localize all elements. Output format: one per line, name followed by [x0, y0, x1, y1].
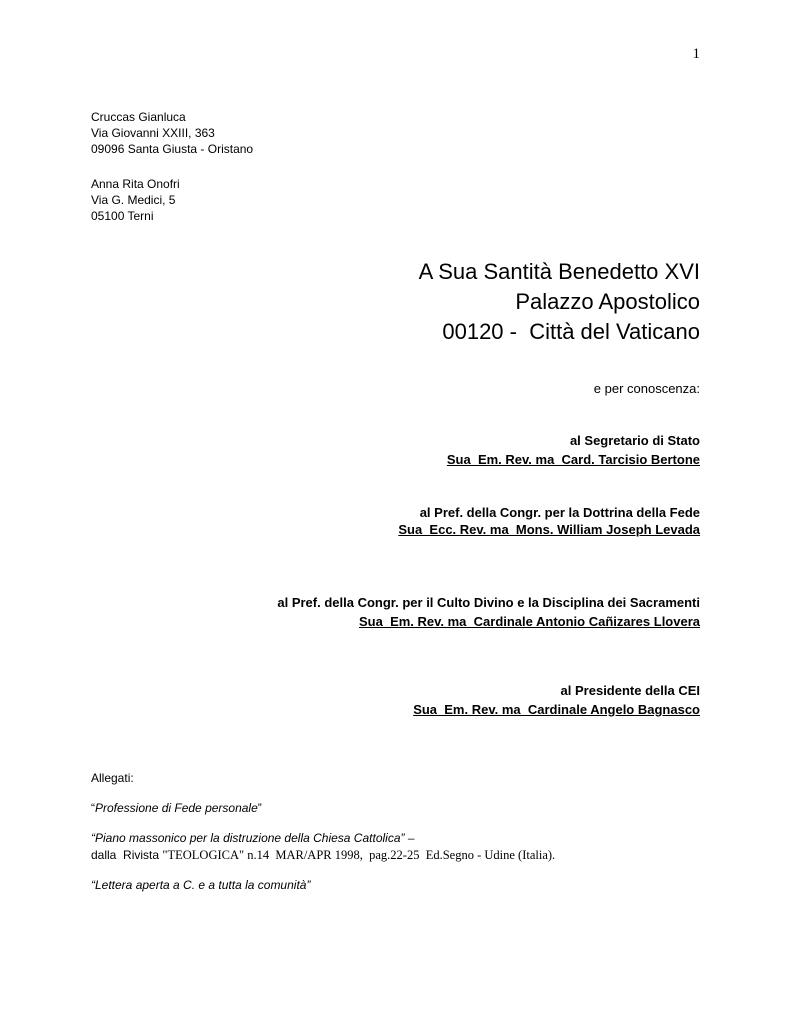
attachment-source — [91, 847, 555, 863]
sender-street: Via Giovanni XXIII, 363 — [91, 126, 215, 140]
page-number: 1 — [692, 46, 700, 62]
cc-name: Sua Em. Rev. ma Card. Tarcisio Bertone — [446, 452, 700, 467]
recipient-line: 00120 - Città del Vaticano — [442, 319, 700, 344]
cc-name: Sua Ecc. Rev. ma Mons. William Joseph Levada — [398, 522, 700, 537]
cc-name: Sua Em. Rev. ma Cardinale Antonio Cañizares Llovera — [359, 614, 700, 629]
cc-role: al Pref. della Congr. per il Culto Divino e la Disciplina dei Sacramenti — [277, 595, 700, 610]
source-details: "TEOLOGICA" n.14 MAR/APR 1998, pag.22-25 Ed.Segno - Udine (Italia). — [162, 848, 556, 862]
attachment-title: “Lettera aperta a C. e a tutta la comunità” — [91, 878, 311, 892]
cc-role: al Pref. della Congr. per la Dottrina della Fede — [419, 505, 700, 520]
sender-city: 05100 Terni — [91, 209, 154, 223]
attachment-title: Professione di Fede personale — [95, 801, 258, 815]
quote-close: ” — [257, 801, 262, 815]
attachment-item — [91, 800, 262, 816]
sender-street: Via G. Medici, 5 — [91, 193, 176, 207]
cc-name: Sua Em. Rev. ma Cardinale Angelo Bagnasco — [413, 702, 700, 717]
recipient-line: Palazzo Apostolico — [515, 289, 700, 314]
source-prefix: dalla Rivista — [91, 848, 163, 862]
sender-name: Cruccas Gianluca — [91, 110, 186, 124]
sender-name: Anna Rita Onofri — [91, 177, 180, 191]
cc-label: e per conoscenza: — [593, 381, 700, 396]
cc-role: al Presidente della CEI — [560, 683, 700, 698]
quote-open: “ — [91, 801, 95, 815]
sender-city: 09096 Santa Giusta - Oristano — [91, 142, 254, 156]
cc-role: al Segretario di Stato — [569, 433, 700, 448]
attachment-title: “Piano massonico per la distruzione della Chiesa Cattolica” – — [91, 831, 415, 845]
recipient-line: A Sua Santità Benedetto XVI — [418, 259, 700, 284]
attachments-label: Allegati: — [91, 771, 134, 785]
